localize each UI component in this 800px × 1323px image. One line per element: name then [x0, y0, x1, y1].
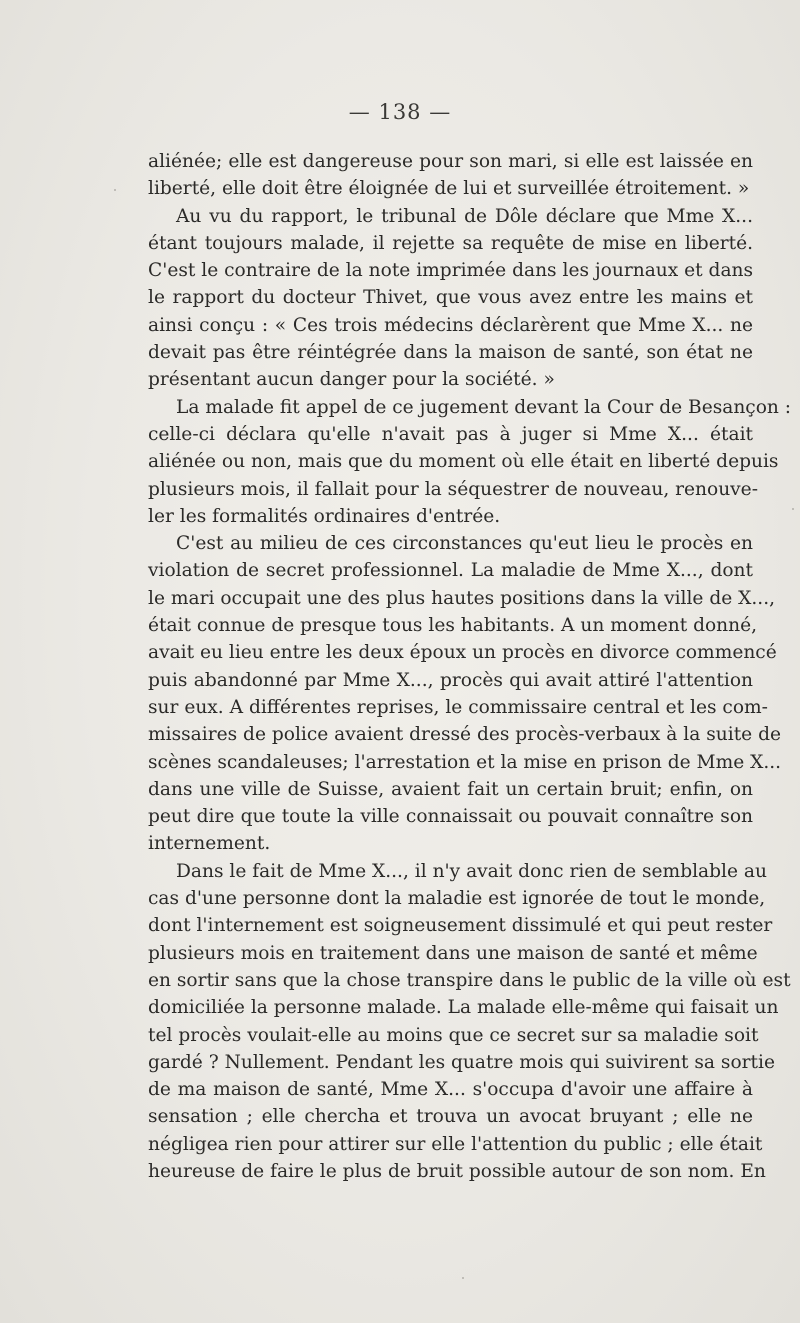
paper-speck — [462, 1277, 464, 1279]
text-line: ler les formalités ordinaires d'entrée. — [148, 505, 501, 527]
text-line: dont l'internement est soigneusement dissimulé et qui peut rester — [148, 915, 773, 937]
text-line: heureuse de faire le plus de bruit possible autour de son nom. En — [148, 1160, 766, 1182]
text-line: sensation ; elle chercha et trouva un avocat bruyant ; elle ne — [148, 1106, 753, 1128]
text-line: ainsi conçu : « Ces trois médecins déclarèrent que Mme X... ne — [148, 314, 753, 336]
text-line: domiciliée la personne malade. La malade elle-même qui faisait un — [148, 997, 779, 1019]
text-line: devait pas être réintégrée dans la maison de santé, son état ne — [148, 342, 753, 364]
text-line: violation de secret professionnel. La maladie de Mme X..., dont — [148, 560, 753, 582]
text-line: peut dire que toute la ville connaissait ou pouvait connaître son — [148, 806, 753, 828]
text-line: présentant aucun danger pour la société. » — [148, 369, 555, 391]
text-line: plusieurs mois en traitement dans une maison de santé et même — [148, 942, 758, 964]
text-line: C'est le contraire de la note imprimée dans les journaux et dans — [148, 260, 754, 282]
text-line: scènes scandaleuses; l'arrestation et la mise en prison de Mme X... — [148, 751, 782, 773]
text-line: négligea rien pour attirer sur elle l'attention du public ; elle était — [148, 1133, 763, 1155]
paper-speck — [114, 189, 116, 191]
page-number: — 138 — — [348, 100, 452, 124]
text-line: Dans le fait de Mme X..., il n'y avait donc rien de semblable au — [176, 860, 767, 882]
text-line: missaires de police avaient dressé des procès-verbaux à la suite de — [148, 724, 781, 746]
text-line: étant toujours malade, il rejette sa requête de mise en liberté. — [148, 232, 753, 254]
text-line: C'est au milieu de ces circonstances qu'eut lieu le procès en — [176, 533, 753, 555]
text-line: celle-ci déclara qu'elle n'avait pas à juger si Mme X... était — [148, 423, 753, 445]
text-line: internement. — [148, 833, 271, 855]
text-line: le mari occupait une des plus hautes positions dans la ville de X..., — [148, 587, 776, 609]
text-line: puis abandonné par Mme X..., procès qui avait attiré l'attention — [148, 669, 753, 691]
text-line: gardé ? Nullement. Pendant les quatre mois qui suivirent sa sortie — [148, 1051, 775, 1073]
paper-speck — [792, 508, 794, 510]
text-line: aliénée; elle est dangereuse pour son mari, si elle est laissée en — [148, 151, 753, 172]
text-line: tel procès voulait-elle au moins que ce secret sur sa maladie soit — [148, 1024, 759, 1046]
text-line: cas d'une personne dont la maladie est ignorée de tout le monde, — [148, 888, 766, 910]
text-line: le rapport du docteur Thivet, que vous avez entre les mains et — [148, 287, 753, 309]
text-line: était connue de presque tous les habitants. A un moment donné, — [148, 615, 758, 637]
text-line: plusieurs mois, il fallait pour la séquestrer de nouveau, renouve- — [148, 478, 758, 500]
text-line: Au vu du rapport, le tribunal de Dôle déclare que Mme X... — [176, 205, 753, 227]
text-line: sur eux. A différentes reprises, le commissaire central et les com- — [148, 696, 768, 718]
body-text — [148, 148, 792, 1185]
text-line: La malade fit appel de ce jugement devant la Cour de Besançon : — [176, 396, 792, 418]
text-line: dans une ville de Suisse, avaient fait un certain bruit; enfin, on — [148, 778, 753, 800]
text-line: en sortir sans que la chose transpire dans le public de la ville où est — [148, 969, 791, 991]
text-line: aliénée ou non, mais que du moment où elle était en liberté depuis — [148, 451, 779, 473]
text-line: de ma maison de santé, Mme X... s'occupa d'avoir une affaire à — [148, 1079, 753, 1101]
text-line: liberté, elle doit être éloignée de lui et surveillée étroitement. » — [148, 178, 750, 200]
text-line: avait eu lieu entre les deux époux un procès en divorce commencé — [148, 642, 777, 664]
